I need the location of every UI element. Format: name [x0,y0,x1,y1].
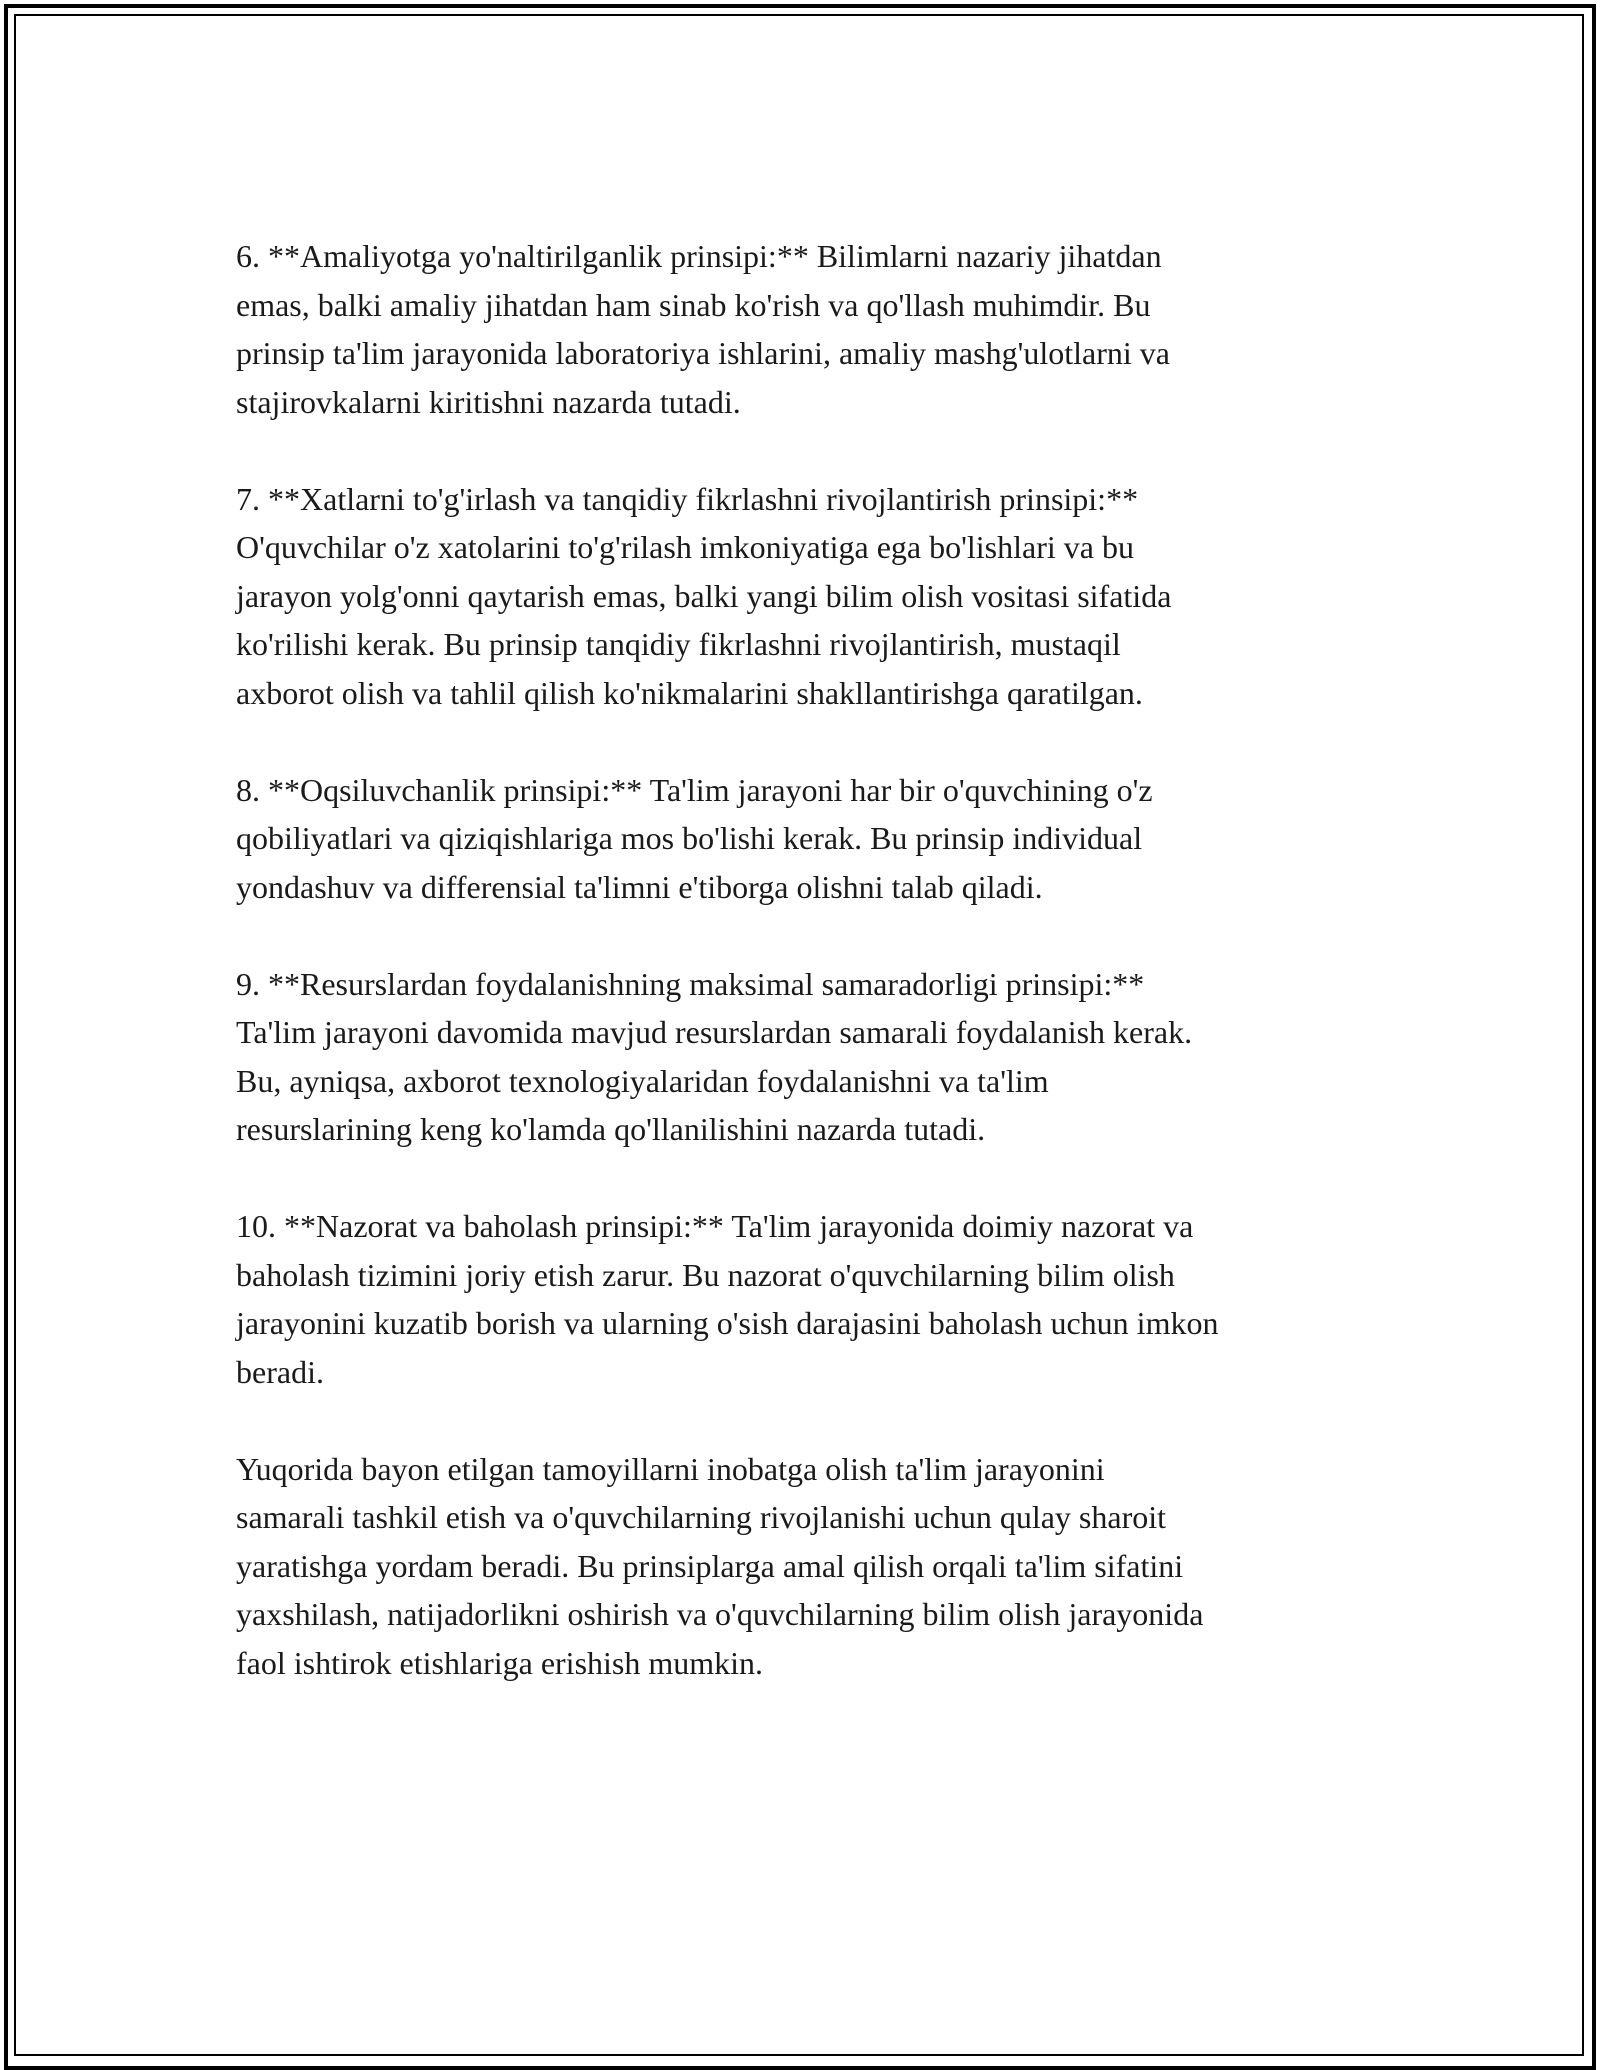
paragraph-principle-9: 9. **Resurslardan foydalanishning maksimal samaradorligi prinsipi:** Ta'lim jarayoni davomida mavjud resurslardan samarali foydalanish kerak. Bu, ayniqsa, axborot texnologiyalaridan foydalanishni va ta'lim resurslarining keng ko'lamda qo'llanilishini nazarda tutadi. [236,965,1193,1147]
paragraph-principle-10: 10. **Nazorat va baholash prinsipi:** Ta'lim jarayonida doimiy nazorat va baholash tizimini joriy etish zarur. Bu nazorat o'quvchilarning bilim olish jarayonini kuzatib borish va ularning o'sish darajasini baholash uchun imkon beradi. [236,1208,1219,1390]
paragraph-conclusion: Yuqorida bayon etilgan tamoyillarni inobatga olish ta'lim jarayonini samarali tashkil etish va o'quvchilarning rivojlanishi uchun qulay sharoit yaratishga yordam beradi. Bu prinsiplarga amal qilish orqali ta'lim sifatini yaxshilash, natijadorlikni oshirish va o'quvchilarning bilim olish jarayonida faol ishtirok etishlariga erishish mumkin. [236,1450,1204,1681]
document-body [236,232,1366,1736]
paragraph-principle-7: 7. **Xatlarni to'g'irlash va tanqidiy fikrlashni rivojlantirish prinsipi:** O'quvchilar o'z xatolarini to'g'rilash imkoniyatiga ega bo'lishlari va bu jarayon yolg'onni qaytarish emas, balki yangi bilim olish vositasi sifatida ko'rilishi kerak. Bu prinsip tanqidiy fikrlashni rivojlantirish, mustaqil axborot olish va tahlil qilish ko'nikmalarini shakllantirishga qaratilgan. [236,480,1172,711]
paragraph-principle-8: 8. **Oqsiluvchanlik prinsipi:** Ta'lim jarayoni har bir o'quvchining o'z qobiliyatlari va qiziqishlariga mos bo'lishi kerak. Bu prinsip individual yondashuv va differensial ta'limni e'tiborga olishni talab qiladi. [236,771,1153,905]
paragraph-principle-6: 6. **Amaliyotga yo'naltirilganlik prinsipi:** Bilimlarni nazariy jihatdan emas, balki amaliy jihatdan ham sinab ko'rish va qo'llash muhimdir. Bu prinsip ta'lim jarayonida laboratoriya ishlarini, amaliy mashg'ulotlarni va stajirovkalarni kiritishni nazarda tutadi. [236,238,1170,420]
